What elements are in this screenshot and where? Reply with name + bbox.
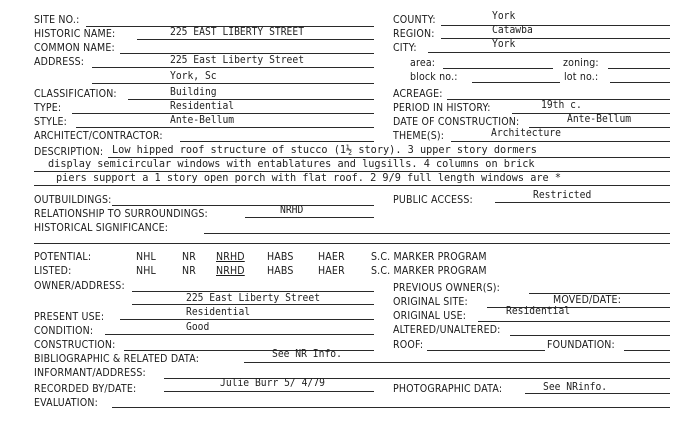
relationship-label: RELATIONSHIP TO SURROUNDINGS: — [34, 207, 208, 220]
outbuildings-line — [112, 205, 374, 206]
lot-no-line — [610, 82, 670, 83]
original-use-label: ORIGINAL USE: — [393, 309, 467, 322]
classification-value: Building — [170, 85, 217, 98]
date-construction-value: Ante-Bellum — [567, 112, 632, 125]
themes-label: THEME(S): — [393, 129, 445, 142]
listed-nhl: NHL — [136, 264, 156, 277]
potential-nhl: NHL — [136, 250, 156, 263]
present-use-value: Residential — [186, 305, 251, 318]
photographic-line — [525, 393, 670, 394]
photographic-value: See NRinfo. — [543, 380, 608, 393]
owner-address-line2 — [132, 304, 374, 305]
owner-address-label: OWNER/ADDRESS: — [34, 279, 125, 292]
type-label: TYPE: — [34, 101, 62, 114]
style-line — [76, 127, 374, 128]
area-line — [443, 68, 553, 69]
roof-line — [427, 350, 545, 351]
description-line2-value: display semicircular windows with entablatures and lugsills. 4 columns on brick — [48, 157, 535, 170]
roof-label: ROOF: — [393, 338, 424, 351]
address-line1 — [92, 67, 374, 68]
lot-no-label: lot no.: — [564, 70, 599, 83]
themes-value: Architecture — [491, 126, 561, 139]
owner-address-value: 225 East Liberty Street — [186, 291, 321, 304]
historical-significance-line2 — [34, 243, 670, 244]
address-line1-value: 225 East Liberty Street — [170, 53, 305, 66]
bibliographic-value: See NR Info. — [272, 347, 342, 360]
zoning-line — [608, 68, 670, 69]
potential-habs: HABS — [267, 250, 294, 263]
zoning-label: zoning: — [563, 56, 599, 69]
potential-label: POTENTIAL: — [34, 250, 92, 263]
classification-line — [128, 99, 374, 100]
address-line2 — [92, 83, 374, 84]
city-value: York — [492, 37, 516, 50]
themes-line — [451, 141, 670, 142]
listed-haer: HAER — [318, 264, 345, 277]
relationship-line — [245, 217, 374, 218]
listed-sc-marker: S.C. MARKER PROGRAM — [371, 264, 487, 277]
period-label: PERIOD IN HISTORY: — [393, 101, 491, 114]
outbuildings-label: OUTBUILDINGS: — [34, 193, 112, 206]
listed-habs: HABS — [267, 264, 294, 277]
region-line — [441, 38, 670, 39]
public-access-label: PUBLIC ACCESS: — [393, 193, 473, 206]
site-no-label: SITE NO.: — [34, 13, 80, 26]
historic-name-label: HISTORIC NAME: — [34, 27, 116, 40]
public-access-line — [495, 202, 670, 203]
recorded-by-label: RECORDED BY/DATE: — [34, 382, 137, 395]
style-label: STYLE: — [34, 115, 68, 128]
original-use-value: Residential — [506, 304, 571, 317]
description-line1-value: Low hipped roof structure of stucco (1½ story). 3 upper story dormers — [112, 143, 537, 156]
listed-nr: NR — [182, 264, 197, 277]
evaluation-label: EVALUATION: — [34, 396, 98, 409]
acreage-label: ACREAGE: — [393, 87, 443, 100]
potential-haer: HAER — [318, 250, 345, 263]
address-label: ADDRESS: — [34, 55, 85, 68]
potential-nrhd: NRHD — [216, 250, 245, 263]
area-label: area: — [410, 56, 436, 69]
date-construction-label: DATE OF CONSTRUCTION: — [393, 115, 520, 128]
photographic-label: PHOTOGRAPHIC DATA: — [393, 382, 503, 395]
address-line2-value: York, Sc — [170, 69, 217, 82]
block-no-label: block no.: — [410, 70, 458, 83]
architect-line — [180, 141, 374, 142]
condition-line — [105, 334, 374, 335]
county-value: York — [492, 9, 516, 22]
county-label: COUNTY: — [393, 13, 436, 26]
historical-significance-label: HISTORICAL SIGNIFICANCE: — [34, 221, 169, 234]
previous-owners-label: PREVIOUS OWNER(S): — [393, 281, 501, 294]
original-site-label: ORIGINAL SITE: — [393, 295, 468, 308]
relationship-value: NRHD — [280, 203, 304, 216]
historic-name-value: 225 EAST LIBERTY STREET — [170, 25, 305, 38]
condition-value: Good — [186, 320, 210, 333]
bibliographic-label: BIBLIOGRAPHIC & RELATED DATA: — [34, 352, 200, 365]
block-no-line — [472, 82, 560, 83]
type-value: Residential — [170, 99, 235, 112]
description-line3-value: piers support a 1 story open porch with flat roof. 2 9/9 full length windows are * — [56, 171, 562, 184]
city-label: CITY: — [393, 41, 417, 54]
description-label: DESCRIPTION: — [34, 145, 104, 158]
bibliographic-line — [244, 362, 670, 363]
construction-label: CONSTRUCTION: — [34, 338, 116, 351]
present-use-line — [120, 319, 374, 320]
recorded-by-value: Julie Burr 5/ 4/79 — [220, 376, 325, 389]
moved-date-label: MOVED/DATE: — [553, 293, 622, 306]
foundation-line — [624, 350, 670, 351]
classification-label: CLASSIFICATION: — [34, 87, 117, 100]
informant-label: INFORMANT/ADDRESS: — [34, 366, 146, 379]
historic-name-line — [137, 39, 374, 40]
historical-significance-line1 — [204, 233, 670, 234]
potential-nr: NR — [182, 250, 197, 263]
city-line — [428, 52, 670, 53]
evaluation-line — [112, 407, 670, 408]
style-value: Ante-Bellum — [170, 113, 235, 126]
architect-label: ARCHITECT/CONTRACTOR: — [34, 129, 163, 142]
potential-sc-marker: S.C. MARKER PROGRAM — [371, 250, 487, 263]
region-value: Catawba — [492, 23, 533, 36]
region-label: REGION: — [393, 27, 435, 40]
altered-line — [510, 335, 670, 336]
listed-nrhd: NRHD — [216, 264, 245, 277]
condition-label: CONDITION: — [34, 324, 94, 337]
common-name-label: COMMON NAME: — [34, 41, 115, 54]
present-use-label: PRESENT USE: — [34, 310, 105, 323]
county-line — [441, 25, 670, 26]
altered-label: ALTERED/UNALTERED: — [393, 323, 501, 336]
period-value: 19th c. — [541, 98, 582, 111]
original-use-line — [478, 321, 670, 322]
description-line3 — [34, 185, 670, 186]
recorded-by-line — [164, 391, 374, 392]
foundation-label: FOUNDATION: — [547, 338, 615, 351]
public-access-value: Restricted — [533, 188, 592, 201]
listed-label: LISTED: — [34, 264, 72, 277]
